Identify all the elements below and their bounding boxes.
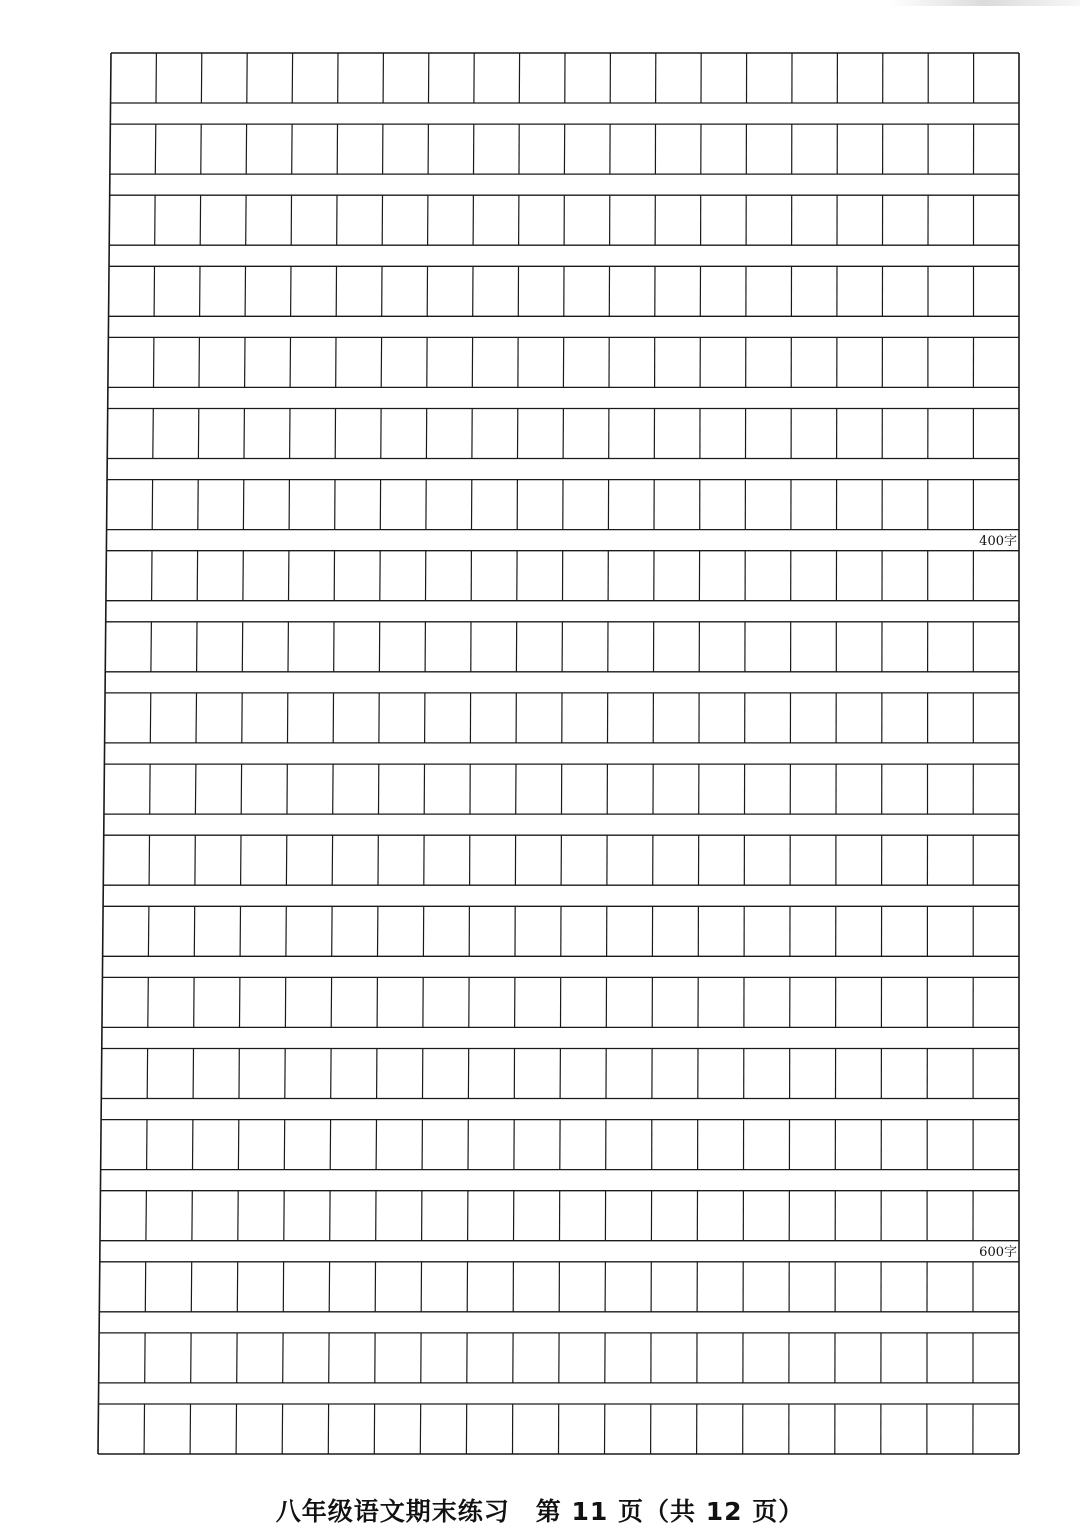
cell-divider [195,764,196,814]
cell-divider [148,977,149,1027]
cell-divider [146,1191,147,1241]
word-count-marker: 600字 [979,1245,1017,1260]
cell-divider [150,693,151,743]
cell-divider [151,622,152,672]
marker-layer [979,534,1017,1260]
cell-divider [148,906,149,956]
cell-divider [153,409,154,459]
grid-layer [98,53,1019,1454]
cell-divider [155,124,156,174]
page-footer: 八年级语文期末练习 第 11 页（共 12 页） [0,1492,1080,1528]
cell-divider [196,693,197,743]
grid-border-left [98,53,111,1454]
word-count-marker: 400字 [979,534,1017,549]
